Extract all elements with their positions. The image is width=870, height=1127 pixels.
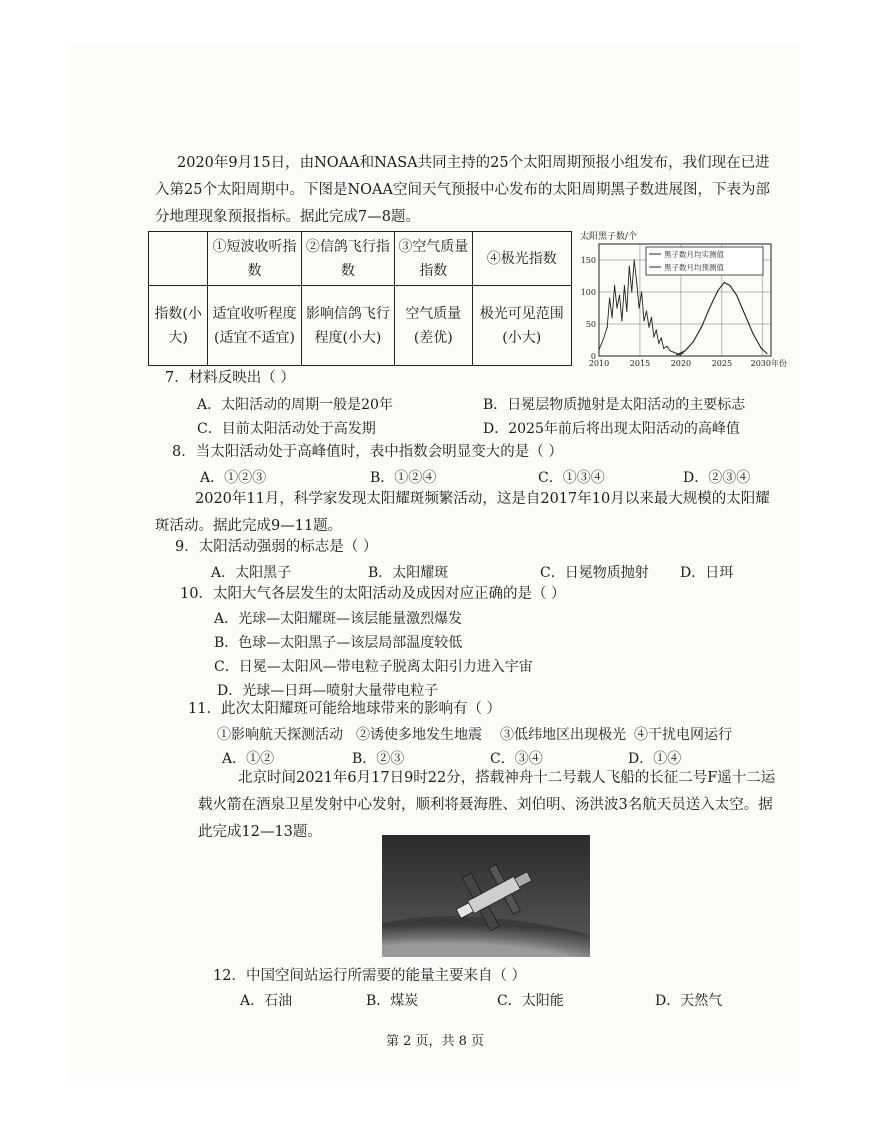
predicted-point [701, 327, 702, 328]
table-row-label: 指数(小大) [149, 286, 208, 366]
x-tick-label: 2025 [711, 359, 733, 368]
table-cell-3: 空气质量(差优) [395, 286, 472, 366]
q7-stem: 7．材料反映出（ ） [165, 370, 295, 386]
table-cell-1: 适宜收听程度(适宜不适宜) [208, 286, 301, 366]
x-tick-label: 2015 [629, 359, 651, 368]
y-tick-label: 150 [580, 256, 596, 265]
observed-point [679, 354, 680, 355]
table-cell-2: 影响信鸽飞行程度(小大) [301, 286, 394, 366]
chart-y-ticks [581, 256, 596, 361]
sunspot-chart [576, 228, 790, 376]
q10-option-a: A．光球—太阳耀斑—该层能量激烈爆发 [214, 611, 463, 627]
predicted-point [752, 333, 753, 334]
predicted-point [676, 354, 677, 355]
observed-point [653, 336, 654, 337]
x-tick-label: 2020 [670, 359, 692, 368]
observed-point [661, 337, 662, 338]
observed-point [602, 339, 603, 340]
observed-point [646, 311, 647, 312]
q9-option-a: A．太阳黑子 [211, 565, 292, 581]
observed-point [634, 259, 635, 260]
observed-point [598, 349, 599, 350]
legend-label-observed: 黑子数月均实测值 [664, 250, 724, 259]
q11-item-3: ③低纬地区出现极光 [500, 727, 626, 743]
observed-point [619, 295, 620, 296]
observed-point [643, 320, 644, 321]
y-tick-label: 100 [580, 288, 596, 297]
observed-point [656, 330, 657, 331]
q7-option-c: C．目前太阳活动处于高发期 [197, 421, 376, 437]
table-header-3: ③空气质量指数 [395, 232, 472, 286]
observed-point [621, 320, 622, 321]
y-tick-label: 0 [590, 352, 596, 361]
table-header-2: ②信鸽飞行指数 [301, 232, 394, 286]
chart-x-ticks [589, 358, 787, 368]
observed-point [631, 291, 632, 292]
q7-option-d: D．2025年前后将出现太阳活动的高峰值 [483, 421, 740, 437]
observed-point [612, 317, 613, 318]
observed-point [641, 291, 642, 292]
y-tick-label: 50 [585, 320, 596, 329]
q8-option-a: A．①②③ [200, 470, 267, 486]
q8-option-b: B．①②④ [370, 470, 437, 486]
observed-point [624, 285, 625, 286]
observed-point [673, 352, 674, 353]
predicted-point [766, 353, 767, 354]
intro-paragraph-2: 2020年11月，科学家发现太阳耀斑频繁活动，这是自2017年10月以来最大规模的太阳耀斑活动。据此完成9—11题。 [155, 491, 770, 534]
q11-option-c: C．③④ [490, 751, 543, 767]
observed-point [626, 311, 627, 312]
page-footer: 第 2 页，共 8 页 [385, 1034, 485, 1049]
q12-option-d: D．天然气 [655, 993, 723, 1009]
table-header-1: ①短波收听指数 [208, 232, 301, 286]
observed-point [609, 298, 610, 299]
table-corner-cell [149, 232, 208, 286]
predicted-point [684, 350, 685, 351]
observed-point [651, 317, 652, 318]
intro-paragraph-3: 北京时间2021年6月17日9时22分，搭载神舟十二号载人飞船的长征二号F遥十二运载火箭在酒泉卫星发射中心发射，顺利将聂海胜、刘伯明、汤洪波3名航天员送入太空。据此完成12—13题。 [198, 770, 776, 840]
observed-point [607, 327, 608, 328]
q9-option-b: B．太阳耀斑 [368, 565, 449, 581]
table-header-4: ④极光指数 [472, 232, 572, 286]
q11-stem: 11．此次太阳耀斑可能给地球带来的影响有（ ） [188, 701, 502, 717]
observed-point [648, 327, 649, 328]
indicator-table [148, 231, 572, 366]
space-station-photo [382, 835, 590, 957]
predicted-point [736, 295, 737, 296]
q11-option-b: B．②③ [352, 751, 405, 767]
q11-item-2: ②诱使多地发生地震 [356, 727, 482, 743]
q10-stem: 10．太阳大气各层发生的太阳活动及成因对应正确的是（ ） [180, 586, 566, 602]
observed-point [676, 353, 677, 354]
observed-point [683, 352, 684, 353]
intro-paragraph-1: 2020年9月15日，由NOAA和NASA共同主持的25个太阳周期预报小组发布，我们现在已进入第25个太阳周期中。下图是NOAA空间天气预报中心发布的太阳周期黑子数进展图，下表为部分地理现象预报指标。据此完成7—8题。 [155, 155, 770, 225]
chart-ylabel: 太阳黑子数/个 [580, 232, 638, 242]
q11-option-d: D．①④ [628, 751, 682, 767]
q9-option-c: C．日冕物质抛射 [540, 565, 649, 581]
q10-option-b: B．色球—太阳黑子—该层局部温度较低 [214, 635, 463, 651]
table-cell-4: 极光可见范围(小大) [472, 286, 572, 366]
observed-point [614, 285, 615, 286]
predicted-point [744, 314, 745, 315]
observed-point [658, 343, 659, 344]
q12-option-b: B．煤炭 [366, 993, 419, 1009]
q7-option-b: B．日冕层物质抛射是太阳活动的主要标志 [483, 397, 746, 413]
q11-item-4: ④干扰电网运行 [634, 727, 732, 743]
observed-point [666, 346, 667, 347]
predicted-point [761, 348, 762, 349]
predicted-point [729, 285, 730, 286]
observed-point [616, 307, 617, 308]
q11-item-1: ①影响航天探测活动 [217, 727, 343, 743]
observed-point [636, 282, 637, 283]
q10-option-d: D．光球—日珥—喷射大量带电粒子 [217, 683, 439, 699]
q7-option-a: A．太阳活动的周期一般是20年 [197, 397, 393, 413]
q12-option-a: A．石油 [240, 993, 293, 1009]
legend-label-predicted: 黑子数月均预测值 [664, 263, 724, 272]
q8-stem: 8．当太阳活动处于高峰值时，表中指数会明显变大的是（ ） [172, 444, 563, 460]
observed-point [670, 350, 671, 351]
q10-option-c: C．日冕—太阳风—带电粒子脱离太阳引力进入宇宙 [214, 659, 533, 675]
predicted-point [709, 307, 710, 308]
observed-point [639, 307, 640, 308]
q9-stem: 9．太阳活动强弱的标志是（ ） [175, 539, 378, 555]
q11-option-a: A．①② [222, 751, 275, 767]
x-tick-label: 2010 [588, 359, 610, 368]
q9-option-d: D．日珥 [680, 565, 734, 581]
predicted-point [724, 282, 725, 283]
q8-option-c: C．①③④ [538, 470, 605, 486]
predicted-point [717, 290, 718, 291]
q8-option-d: D．②③④ [683, 470, 751, 486]
observed-point [663, 348, 664, 349]
predicted-point [693, 341, 694, 342]
x-tick-label: 2030年份 [750, 359, 787, 368]
q12-option-c: C．太阳能 [497, 993, 564, 1009]
q12-stem: 12．中国空间站运行所需要的能量主要来自（ ） [213, 968, 527, 984]
observed-point [629, 266, 630, 267]
